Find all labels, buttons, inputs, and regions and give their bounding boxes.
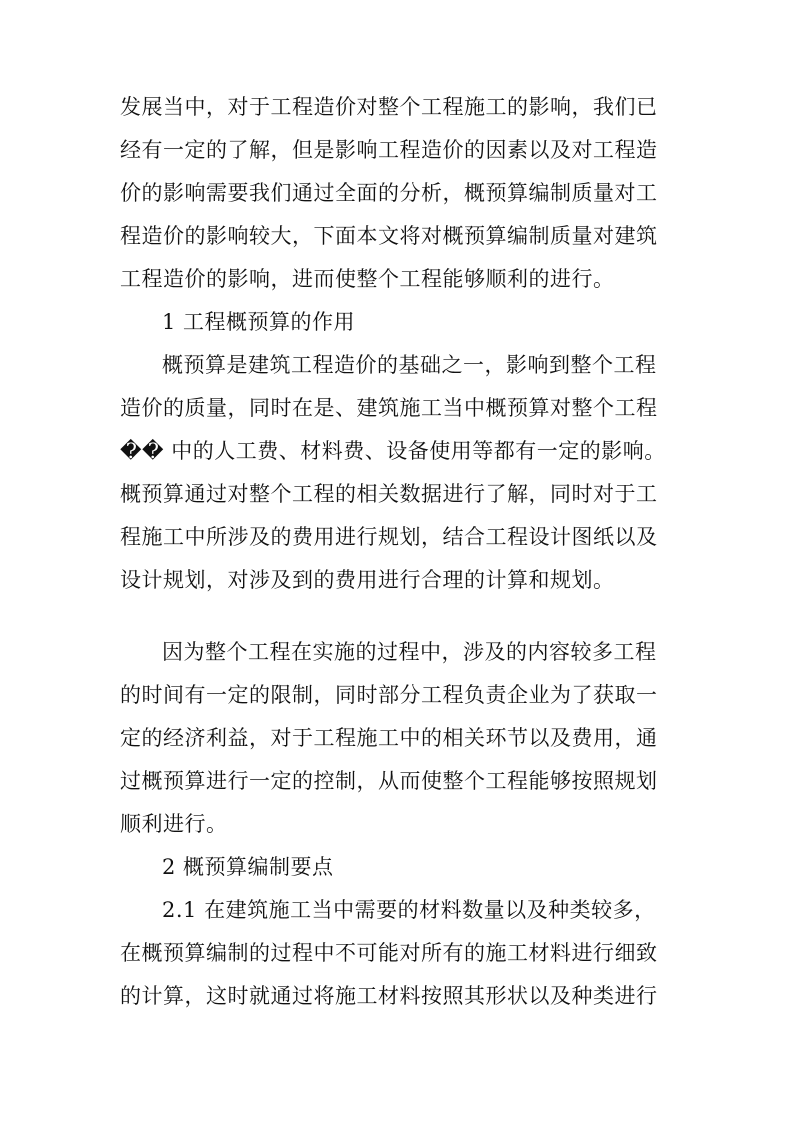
intro-line-3: 价的影响需要我们通过全面的分析，概预算编制质量对工 — [120, 181, 658, 205]
intro-line-2: 经有一定的了解，但是影响工程造价的因素以及对工程造 — [120, 138, 658, 162]
section-1-line-2: 造价的质量，同时在是、建筑施工当中概预算对整个工程 — [120, 396, 658, 420]
section-2-1-line-2: 在概预算编制的过程中不可能对所有的施工材料进行细致 — [120, 941, 658, 965]
gap-paragraph-line-3: 定的经济利益，对于工程施工中的相关环节以及费用，通 — [120, 726, 658, 750]
gap-paragraph-line-4: 过概预算进行一定的控制，从而使整个工程能够按照规划 — [120, 769, 658, 793]
section-1-heading: 1 工程概预算的作用 — [162, 310, 356, 334]
gap-paragraph-line-5: 顺利进行。 — [120, 812, 228, 836]
section-1-line-5: 程施工中所涉及的费用进行规划，结合工程设计图纸以及 — [120, 525, 658, 549]
section-2-1-line-1: 2.1 在建筑施工当中需要的材料数量以及种类较多， — [162, 898, 656, 922]
section-1-line-3: �� 中的人工费、材料费、设备使用等都有一定的影响。 — [120, 439, 666, 463]
intro-line-4: 程造价的影响较大，下面本文将对概预算编制质量对建筑 — [120, 224, 658, 248]
gap-paragraph-line-2: 的时间有一定的限制，同时部分工程负责企业为了获取一 — [120, 683, 658, 707]
section-2-1-line-3: 的计算，这时就通过将施工材料按照其形状以及种类进行 — [120, 984, 658, 1008]
intro-line-1: 发展当中，对于工程造价对整个工程施工的影响，我们已 — [120, 95, 658, 119]
section-1-line-4: 概预算通过对整个工程的相关数据进行了解，同时对于工 — [120, 482, 658, 506]
section-2-heading: 2 概预算编制要点 — [162, 855, 334, 879]
intro-line-5: 工程造价的影响，进而使整个工程能够顺利的进行。 — [120, 267, 615, 291]
gap-paragraph-line-1: 因为整个工程在实施的过程中，涉及的内容较多工程 — [162, 640, 657, 664]
section-1-line-1: 概预算是建筑工程造价的基础之一，影响到整个工程 — [162, 353, 657, 377]
section-1-line-6: 设计规划，对涉及到的费用进行合理的计算和规划。 — [120, 568, 615, 592]
